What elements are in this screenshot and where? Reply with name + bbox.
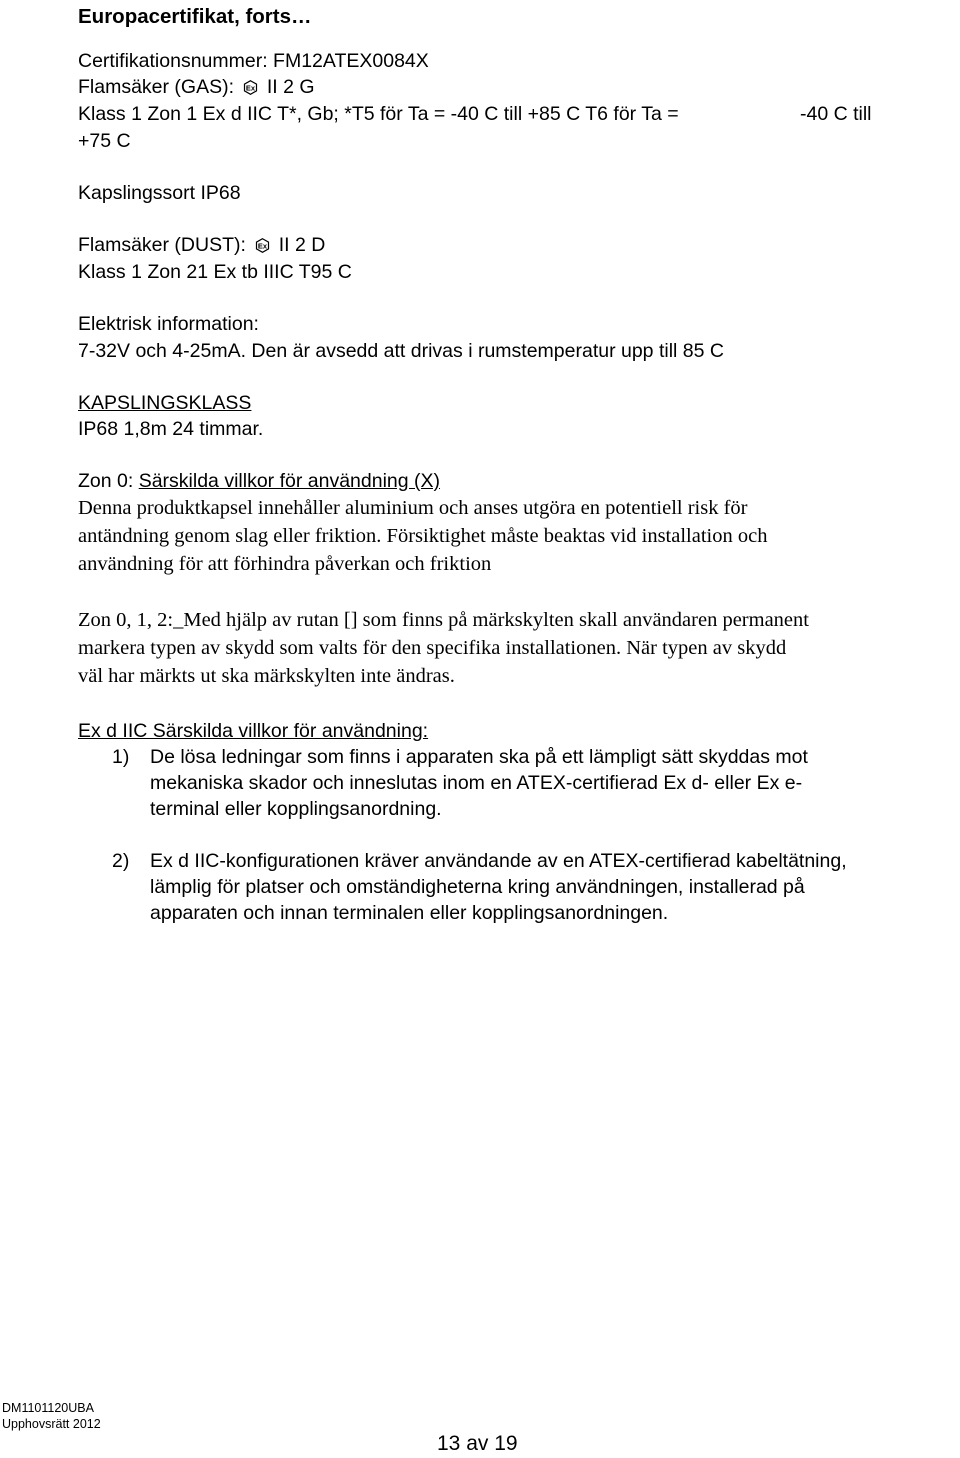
cert-number: Certifikationsnummer: FM12ATEX0084X	[78, 50, 429, 72]
zon0-line-2: antändning genom slag eller friktion. Försiktighet måste beaktas vid installation och	[78, 525, 768, 547]
klass1-line-a: Klass 1 Zon 1 Ex d IIC T*, Gb; *T5 för Ta = -40 C till +85 C T6 för Ta =	[78, 103, 679, 125]
list-item-line: apparaten och innan terminalen eller kopplingsanordningen.	[150, 902, 669, 924]
svg-text:Ex: Ex	[258, 241, 268, 251]
zon012-line-2: markera typen av skydd som valts för den specifika installationen. När typen av skydd	[78, 637, 787, 659]
list-item-line: mekaniska skador och inneslutas inom en ATEX-certifierad Ex d- eller Ex e-	[150, 772, 803, 794]
list-item-line: De lösa ledningar som finns i apparaten ska på ett lämpligt sätt skyddas mot	[150, 746, 808, 768]
gas-line	[78, 74, 315, 100]
kapslingssort: Kapslingssort IP68	[78, 182, 241, 204]
klass2-line: Klass 1 Zon 21 Ex tb IIIC T95 C	[78, 261, 352, 283]
footer-doc-id: DM1101120UBA	[2, 1401, 94, 1415]
list-item	[0, 744, 960, 824]
list-item-line: lämplig för platser och omständigheterna kring användningen, installerad på	[150, 876, 805, 898]
list-item	[0, 848, 960, 928]
list-item-line: terminal eller kopplingsanordning.	[150, 798, 442, 820]
dust-line	[78, 232, 325, 258]
elec-label: Elektrisk information:	[78, 313, 259, 335]
klass1-line-c: +75 C	[78, 130, 131, 152]
elec-value: 7-32V och 4-25mA. Den är avsedd att drivas i rumstemperatur upp till 85 C	[78, 340, 724, 362]
kapsling-heading: KAPSLINGSKLASS	[78, 392, 252, 414]
zon0-heading: Särskilda villkor för användning (X)	[138, 470, 441, 492]
footer-copyright: Upphovsrätt 2012	[2, 1417, 101, 1431]
zon0-heading-line	[78, 468, 440, 494]
exd-heading: Ex d IIC Särskilda villkor för användning:	[78, 720, 429, 742]
page-title: Europacertifikat, forts…	[78, 5, 312, 28]
zon0-line-1: Denna produktkapsel innehåller aluminium och anses utgöra en potentiell risk för	[78, 497, 748, 519]
ex-hexagon-icon	[243, 80, 258, 95]
gas-marking: II 2 G	[266, 76, 315, 98]
kapsling-value: IP68 1,8m 24 timmar.	[78, 418, 264, 440]
list-item-number: 1)	[112, 746, 130, 768]
zon012-line-1: Zon 0, 1, 2:_Med hjälp av rutan [] som finns på märkskylten skall användaren permanent	[78, 609, 809, 631]
zon0-prefix: Zon 0:	[78, 470, 139, 492]
zon012-line-3: väl har märkts ut ska märkskylten inte ändras.	[78, 665, 455, 687]
zon0-line-3: användning för att förhindra påverkan och friktion	[78, 553, 492, 575]
list-item-number: 2)	[112, 850, 130, 872]
klass1-line-b: -40 C till	[800, 103, 872, 125]
dust-marking: II 2 D	[278, 234, 326, 256]
gas-prefix: Flamsäker (GAS):	[78, 76, 235, 98]
page-number: 13 av 19	[437, 1432, 518, 1455]
list-item-line: Ex d IIC-konfigurationen kräver användande av en ATEX-certifierad kabeltätning,	[150, 850, 847, 872]
dust-prefix: Flamsäker (DUST):	[78, 234, 246, 256]
ex-hexagon-icon	[255, 238, 270, 253]
svg-text:Ex: Ex	[246, 83, 256, 93]
